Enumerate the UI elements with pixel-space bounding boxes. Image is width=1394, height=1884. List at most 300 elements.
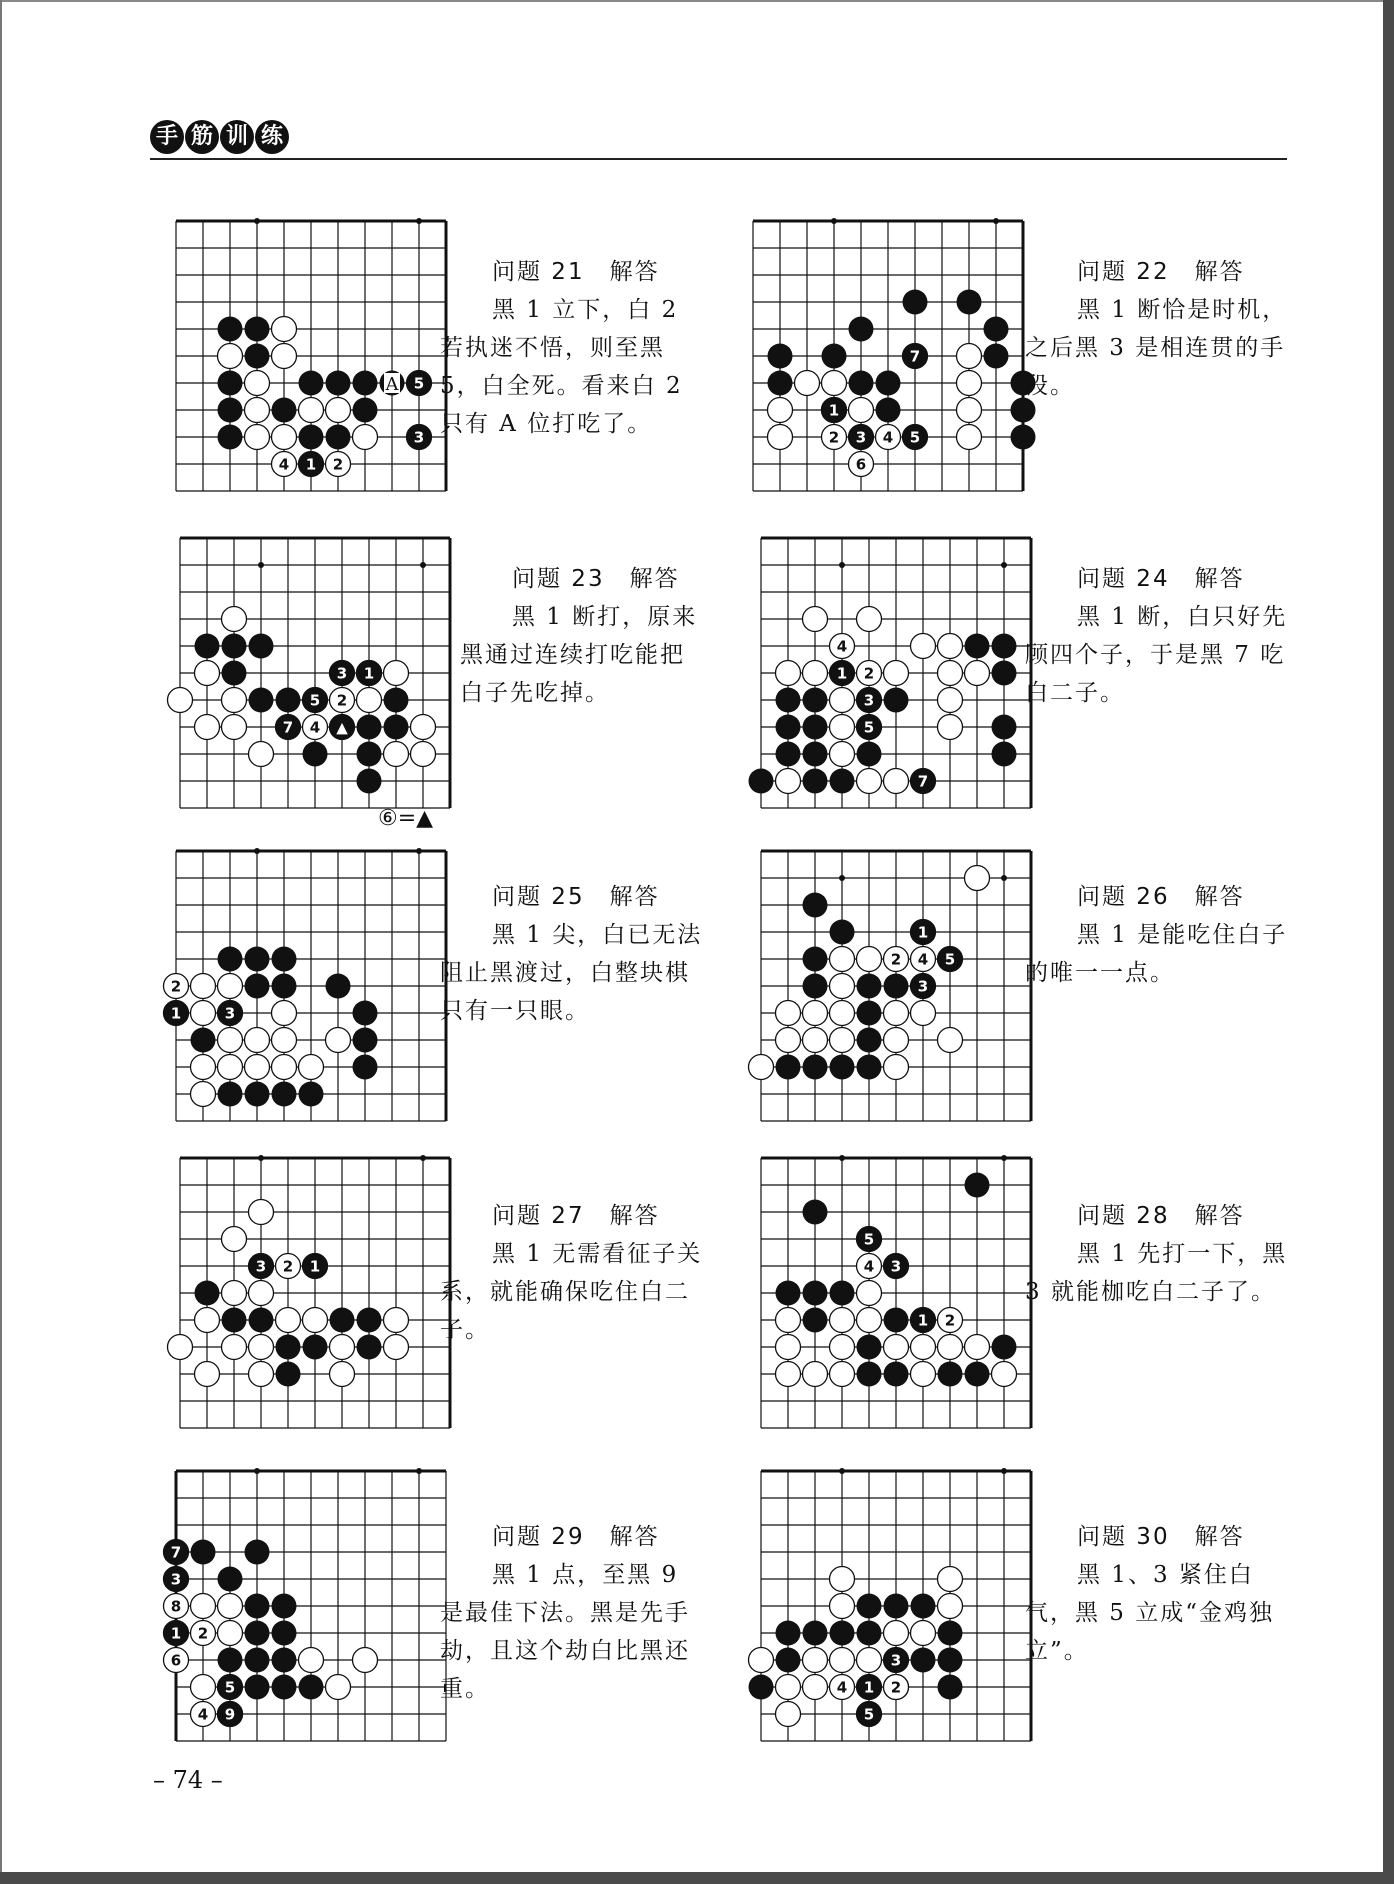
black-stone (830, 1281, 855, 1306)
numbered-stone (303, 1254, 328, 1279)
hoshi-point (258, 562, 264, 568)
move-number: 3 (255, 1257, 267, 1276)
white-stone (168, 1335, 193, 1360)
move-number: 3 (170, 1570, 182, 1589)
black-stone (276, 1362, 301, 1387)
black-stone (245, 344, 270, 369)
black-stone (884, 1308, 909, 1333)
white-stone (249, 1362, 274, 1387)
white-stone (992, 1362, 1017, 1387)
move-number: 3 (863, 691, 875, 710)
hoshi-point (1001, 562, 1007, 568)
white-stone (222, 1281, 247, 1306)
board-30 (745, 1455, 1047, 1757)
move-number: 7 (282, 718, 294, 737)
black-stone (803, 1055, 828, 1080)
numbered-stone (330, 688, 355, 713)
white-stone (803, 607, 828, 632)
black-stone (857, 1028, 882, 1053)
go-board-svg (745, 522, 1047, 824)
black-stone (218, 1567, 243, 1592)
move-number: 4 (309, 718, 321, 737)
numbered-stone (303, 688, 328, 713)
white-stone (272, 344, 297, 369)
move-number: 5 (944, 950, 956, 969)
black-stone (191, 1540, 216, 1565)
numbered-stone (249, 1254, 274, 1279)
white-stone (830, 1308, 855, 1333)
numbered-stone (299, 452, 324, 477)
move-number: 5 (224, 1678, 236, 1697)
move-number: 7 (170, 1543, 182, 1562)
white-stone (249, 742, 274, 767)
black-stone (857, 1335, 882, 1360)
numbered-stone (272, 452, 297, 477)
numbered-stone (164, 1001, 189, 1026)
white-stone (191, 1675, 216, 1700)
go-board-svg (164, 522, 466, 824)
answer-title: 问题 23 解答 (512, 566, 680, 592)
board-22 (737, 205, 1039, 507)
move-number: 2 (332, 455, 344, 474)
white-stone (272, 1001, 297, 1026)
move-number: 3 (336, 664, 348, 683)
grid (761, 1158, 1031, 1428)
answer-22 (1025, 253, 1290, 405)
header-char-4: 练 (255, 120, 289, 154)
white-stone (191, 1594, 216, 1619)
black-stone (884, 1594, 909, 1619)
move-number: 5 (413, 374, 425, 393)
answer-title: 问题 29 解答 (492, 1524, 660, 1550)
hoshi-point (420, 562, 426, 568)
move-number: 1 (917, 1311, 929, 1330)
white-stone (222, 715, 247, 740)
black-stone (272, 1648, 297, 1673)
numbered-stone (911, 974, 936, 999)
black-stone (911, 1648, 936, 1673)
black-stone (191, 1028, 216, 1053)
numbered-stone (164, 1621, 189, 1646)
numbered-stone (911, 947, 936, 972)
hoshi-point (839, 875, 845, 881)
board-26 (745, 835, 1047, 1137)
black-stone (849, 371, 874, 396)
board-28 (745, 1142, 1047, 1444)
numbered-stone (857, 688, 882, 713)
black-stone (326, 371, 351, 396)
black-stone (803, 769, 828, 794)
white-stone (830, 1028, 855, 1053)
white-stone (938, 715, 963, 740)
white-stone (222, 1335, 247, 1360)
black-stone (218, 371, 243, 396)
black-stone (353, 1001, 378, 1026)
white-stone (222, 688, 247, 713)
numbered-stone (303, 715, 328, 740)
grid (180, 538, 450, 808)
white-stone (965, 1335, 990, 1360)
black-stone (965, 634, 990, 659)
white-stone (195, 661, 220, 686)
hoshi-point (420, 1155, 426, 1161)
black-stone (803, 893, 828, 918)
answer-27 (440, 1197, 705, 1349)
black-stone (330, 1308, 355, 1333)
answer-title: 问题 24 解答 (1077, 566, 1245, 592)
black-stone (957, 290, 982, 315)
white-stone (911, 1621, 936, 1646)
white-stone (326, 398, 351, 423)
hoshi-point (254, 218, 260, 224)
black-stone (249, 688, 274, 713)
black-stone (876, 398, 901, 423)
black-stone (984, 317, 1009, 342)
header-char-2: 筋 (185, 120, 219, 154)
numbered-stone (822, 425, 847, 450)
move-number: 4 (917, 950, 929, 969)
numbered-stone (218, 1675, 243, 1700)
white-stone (326, 1675, 351, 1700)
white-stone (272, 317, 297, 342)
white-stone (776, 1335, 801, 1360)
black-stone (384, 715, 409, 740)
hoshi-point (831, 218, 837, 224)
white-stone (168, 688, 193, 713)
numbered-stone (830, 634, 855, 659)
numbered-stone (407, 371, 432, 396)
black-stone (357, 715, 382, 740)
white-stone (249, 1281, 274, 1306)
move-number: 1 (863, 1678, 875, 1697)
white-stone (776, 1308, 801, 1333)
numbered-stone (911, 920, 936, 945)
black-stone (803, 688, 828, 713)
black-stone (272, 1594, 297, 1619)
answer-title: 问题 30 解答 (1077, 1524, 1245, 1550)
move-number: 5 (863, 1230, 875, 1249)
black-stone (218, 1648, 243, 1673)
black-stone (357, 1335, 382, 1360)
black-stone (884, 1362, 909, 1387)
move-number: 2 (282, 1257, 294, 1276)
move-number: 4 (278, 455, 290, 474)
frame-top (0, 0, 1394, 2)
move-number: 8 (170, 1597, 182, 1616)
move-number: 4 (882, 428, 894, 447)
black-stone (903, 290, 928, 315)
white-stone (830, 974, 855, 999)
black-stone (218, 947, 243, 972)
move-number: 3 (917, 977, 929, 996)
white-stone (884, 1055, 909, 1080)
black-stone (272, 947, 297, 972)
black-stone (938, 1675, 963, 1700)
white-stone (218, 1594, 243, 1619)
numbered-stone (326, 452, 351, 477)
hoshi-point (416, 218, 422, 224)
black-stone (803, 1621, 828, 1646)
white-stone (272, 1055, 297, 1080)
header-rule (150, 158, 1287, 160)
grid (176, 851, 446, 1121)
black-stone (245, 317, 270, 342)
white-stone (803, 1675, 828, 1700)
black-stone (803, 1281, 828, 1306)
white-stone (830, 688, 855, 713)
numbered-stone (218, 1001, 243, 1026)
move-number: 1 (917, 923, 929, 942)
hoshi-point (839, 1155, 845, 1161)
answer-29 (440, 1518, 705, 1708)
move-number: 5 (309, 691, 321, 710)
white-stone (218, 344, 243, 369)
black-stone (857, 1594, 882, 1619)
answer-body: 黑 1 断恰是时机，之后黑 3 是相连贯的手段。 (1025, 297, 1288, 399)
white-stone (803, 661, 828, 686)
black-stone (857, 1001, 882, 1026)
black-stone (938, 1362, 963, 1387)
page-number: – 74 – (153, 1766, 223, 1794)
board-21 (160, 205, 462, 507)
numbered-stone (822, 398, 847, 423)
numbered-stone (911, 1308, 936, 1333)
white-stone (299, 1648, 324, 1673)
answer-body: 黑 1 是能吃住白子的唯一一点。 (1025, 922, 1288, 986)
numbered-stone (849, 452, 874, 477)
white-stone (857, 1648, 882, 1673)
white-stone (384, 1335, 409, 1360)
move-number: 3 (890, 1651, 902, 1670)
p23-note: ⑥=▲ (378, 806, 434, 831)
black-stone (272, 974, 297, 999)
hoshi-point (839, 562, 845, 568)
move-number: 1 (170, 1004, 182, 1023)
answer-title: 问题 21 解答 (492, 259, 660, 285)
move-number: 2 (944, 1311, 956, 1330)
white-stone (411, 742, 436, 767)
numbered-stone (330, 661, 355, 686)
white-stone (857, 607, 882, 632)
black-stone (245, 1675, 270, 1700)
numbered-stone (876, 425, 901, 450)
white-stone (822, 371, 847, 396)
black-stone (749, 1675, 774, 1700)
black-stone (992, 715, 1017, 740)
white-stone (411, 715, 436, 740)
black-stone (830, 1055, 855, 1080)
white-stone (857, 769, 882, 794)
answer-26 (1025, 878, 1290, 992)
black-stone (326, 425, 351, 450)
hoshi-point (254, 1468, 260, 1474)
black-stone (857, 1621, 882, 1646)
white-stone (330, 1335, 355, 1360)
white-stone (245, 1055, 270, 1080)
go-board-svg (745, 1142, 1047, 1444)
numbered-stone (357, 661, 382, 686)
numbered-stone (164, 974, 189, 999)
answer-body: 黑 1 断，白只好先顾四个子，于是黑 7 吃白二子。 (1025, 604, 1288, 706)
white-stone (303, 1308, 328, 1333)
move-number: 1 (363, 664, 375, 683)
black-stone (884, 974, 909, 999)
black-stone (776, 742, 801, 767)
black-stone (299, 1675, 324, 1700)
numbered-stone (191, 1702, 216, 1727)
answer-body: 黑 1 点，至黑 9 是最佳下法。黑是先手劫，且这个劫白比黑还重。 (440, 1562, 690, 1702)
white-stone (357, 688, 382, 713)
black-stone (249, 1308, 274, 1333)
white-stone (353, 425, 378, 450)
black-stone (776, 688, 801, 713)
white-stone (384, 661, 409, 686)
black-stone (768, 344, 793, 369)
move-number: 5 (863, 718, 875, 737)
white-stone (884, 1001, 909, 1026)
frame-right-scrollbar[interactable] (1383, 0, 1394, 1884)
black-stone (965, 1362, 990, 1387)
black-stone (830, 769, 855, 794)
black-stone (830, 1621, 855, 1646)
black-stone (245, 1648, 270, 1673)
white-stone (749, 1648, 774, 1673)
answer-body: 黑 1 立下，白 2 若执迷不悟，则至黑 5，白全死。看来白 2 只有 A 位打吃了。 (440, 297, 683, 437)
black-stone (857, 1362, 882, 1387)
go-board-svg (160, 205, 462, 507)
black-stone (776, 1648, 801, 1673)
white-stone (776, 1362, 801, 1387)
hoshi-point (1001, 1468, 1007, 1474)
black-stone (357, 769, 382, 794)
hoshi-point (254, 848, 260, 854)
black-stone (384, 688, 409, 713)
white-stone (218, 1055, 243, 1080)
numbered-stone (857, 1702, 882, 1727)
black-stone (222, 661, 247, 686)
white-stone (830, 1648, 855, 1673)
black-stone (857, 974, 882, 999)
numbered-stone (276, 1254, 301, 1279)
answer-body: 黑 1、3 紧住白气，黑 5 立成“金鸡独立”。 (1025, 1562, 1275, 1664)
black-stone (938, 1621, 963, 1646)
hoshi-point (258, 1155, 264, 1161)
black-stone (195, 1281, 220, 1306)
white-stone (938, 1335, 963, 1360)
answer-title: 问题 25 解答 (492, 884, 660, 910)
answer-body: 黑 1 先打一下，黑 3 就能枷吃白二子了。 (1025, 1241, 1288, 1305)
go-board-svg (160, 1455, 462, 1757)
black-stone (849, 317, 874, 342)
black-stone (803, 1308, 828, 1333)
go-board-svg (745, 835, 1047, 1137)
numbered-stone (857, 1675, 882, 1700)
move-number: 2 (828, 428, 840, 447)
answer-body: 黑 1 断打，原来黑通过连续打吃能把白子先吃掉。 (460, 604, 698, 706)
black-stone (218, 317, 243, 342)
answer-body: 黑 1 尖，白已无法阻止黑渡过，白整块棋只有一只眼。 (440, 922, 703, 1024)
white-stone (830, 947, 855, 972)
black-stone (992, 1335, 1017, 1360)
white-stone (830, 742, 855, 767)
white-stone (803, 1001, 828, 1026)
white-stone (245, 398, 270, 423)
black-stone (245, 947, 270, 972)
frame-left (0, 0, 2, 1884)
hoshi-point (993, 218, 999, 224)
frame-bottom (0, 1872, 1394, 1884)
white-stone (776, 1001, 801, 1026)
white-stone (776, 661, 801, 686)
black-stone (326, 974, 351, 999)
move-number: 4 (863, 1257, 875, 1276)
white-stone (965, 866, 990, 891)
white-stone (938, 1567, 963, 1592)
black-stone (803, 1200, 828, 1225)
white-stone (276, 1308, 301, 1333)
white-stone (884, 769, 909, 794)
black-stone (822, 344, 847, 369)
answer-body: 黑 1 无需看征子关系，就能确保吃住白二子。 (440, 1241, 703, 1343)
white-stone (884, 1335, 909, 1360)
hoshi-point (839, 1468, 845, 1474)
white-stone (830, 1001, 855, 1026)
board-27 (164, 1142, 466, 1444)
black-stone (992, 661, 1017, 686)
move-number: 2 (890, 1678, 902, 1697)
black-stone (992, 742, 1017, 767)
black-stone (299, 425, 324, 450)
numbered-stone (884, 1648, 909, 1673)
white-stone (272, 1028, 297, 1053)
white-stone (776, 1675, 801, 1700)
black-stone (245, 1082, 270, 1107)
numbered-stone (830, 661, 855, 686)
black-stone (272, 398, 297, 423)
white-stone (299, 1055, 324, 1080)
numbered-stone (164, 1540, 189, 1565)
move-number: 3 (855, 428, 867, 447)
white-stone (849, 398, 874, 423)
header-char-3: 训 (220, 120, 254, 154)
numbered-stone (857, 661, 882, 686)
white-stone (272, 425, 297, 450)
numbered-stone (164, 1648, 189, 1673)
white-stone (384, 742, 409, 767)
black-stone (276, 688, 301, 713)
grid (176, 221, 446, 491)
numbered-stone (330, 715, 355, 740)
black-stone (218, 1082, 243, 1107)
white-stone (218, 974, 243, 999)
numbered-stone (857, 715, 882, 740)
white-stone (957, 398, 982, 423)
numbered-stone (884, 1254, 909, 1279)
white-stone (911, 634, 936, 659)
black-stone (911, 1594, 936, 1619)
board-24 (745, 522, 1047, 824)
answer-21 (440, 253, 705, 443)
hoshi-point (416, 848, 422, 854)
grid (753, 221, 1023, 491)
move-number: 1 (170, 1624, 182, 1643)
numbered-stone (218, 1702, 243, 1727)
move-number: 2 (170, 977, 182, 996)
white-stone (195, 1362, 220, 1387)
white-stone (911, 1001, 936, 1026)
white-stone (830, 1362, 855, 1387)
numbered-stone (884, 947, 909, 972)
